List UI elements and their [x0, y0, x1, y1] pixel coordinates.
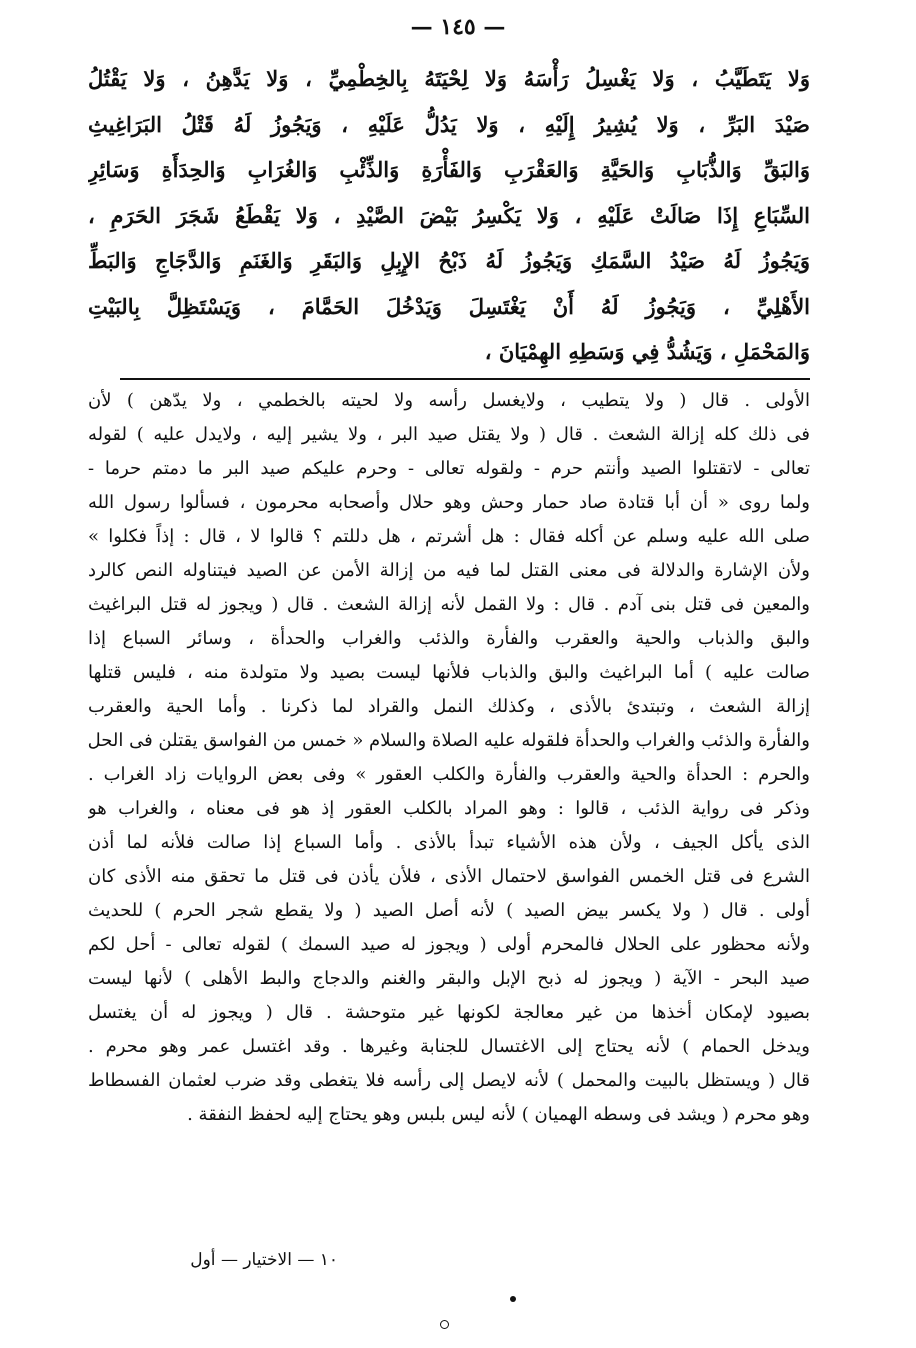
page-number: — ١٤٥ —: [410, 14, 506, 40]
section-divider-rule: [120, 378, 810, 380]
matn-line: وَالبَقِّ وَالذُّبَابِ وَالحَيَّةِ وَالعَقْرَبِ وَالفَأْرَةِ وَالذِّئْبِ وَالغُرَابِ وَالحِدَأَةِ وَسَائِرِ: [88, 157, 810, 182]
commentary-line: أولى . قال ( ولا يكسر بيض الصيد ) لأنه أصل الصيد ( ولا يقطع شجر الحرم ) للحديث: [88, 900, 810, 921]
commentary-line: صالت عليه ) أما البراغيث والبق والذباب فلأنها ليست بصيد ولا متولدة منه ، فليس قتلها: [88, 662, 810, 683]
commentary-line: فى ذلك كله إزالة الشعث . قال ( ولا يقتل صيد البر ، ولا يشير إليه ، ولايدل عليه ) لقوله: [88, 424, 810, 445]
commentary-text-block: [88, 384, 810, 1132]
commentary-line: تعالى - لاتقتلوا الصيد وأنتم حرم - ولقوله تعالى - وحرم عليكم صيد البر ما دمتم حرما -: [88, 458, 810, 479]
ink-dot-mark: [510, 1296, 516, 1302]
matn-line: السِّبَاعِ إِذَا صَالَتْ عَلَيْهِ ، وَلا يَكْسِرُ بَيْضَ الصَّيْدِ ، وَلا يَقْطَعُ شَجَرَ الحَرَمِ ،: [88, 202, 810, 228]
commentary-line: الشرع فى قتل الخمس الفواسق لاحتمال الأذى ، فلأن يأذن فى قتل ما تحقق منه الأذى كان: [88, 866, 810, 887]
commentary-line: إزالة الشعث ، وتبتدئ بالأذى ، وكذلك النمل والقراد لما ذكرنا . وأما الحية والعقرب: [88, 696, 810, 717]
commentary-line: والحرم : الحدأة والحية والعقرب والفأرة والكلب العقور » وفى بعض الروايات زاد الغراب .: [88, 764, 810, 785]
commentary-line: بصيود لإمكان أخذها من غير معالجة لكونها غير متوحشة . قال ( ويجوز له أن يغتسل: [88, 1002, 810, 1023]
commentary-line: وهو محرم ( ويشد فى وسطه الهميان ) لأنه ليس بلبس وهو يحتاج إليه لحفظ النفقة .: [187, 1104, 810, 1125]
commentary-line: صلى الله عليه وسلم عن أكله فقال : هل أشرتم ، هل دللتم ؟ قالوا لا ، قال : إذاً فكلوا »: [88, 526, 810, 547]
matn-line: وَلا يَتَطَيَّبُ ، وَلا يَغْسِلُ رَأْسَهُ وَلا لِحْيَتَهُ بِالخِطْمِيِّ ، وَلا يَدَّهِنُ ، وَلا يَقْتُلُ: [88, 66, 810, 91]
commentary-line: قال ( ويستظل بالبيت والمحمل ) لأنه لايصل إلى رأسه فلا يتغطى وقد ضرب لعثمان الفسطاط: [88, 1070, 810, 1091]
commentary-line: الأولى . قال ( ولا يتطيب ، ولايغسل رأسه ولا لحيته بالخطمي ، ولا يدّهن ) لأن: [88, 390, 810, 411]
matn-line: الأَهْلِيِّ ، وَيَجُوزُ لَهُ أَنْ يَغْتَسِلَ وَيَدْخُلَ الحَمَّامَ ، وَيَسْتَظِلَّ بِالبَيْتِ: [88, 293, 810, 319]
matn-text-block: [88, 56, 810, 375]
commentary-line: ولأنه محظور على الحلال فالمحرم أولى ( ويجوز له صيد السمك ) لقوله تعالى - أحل لكم: [88, 934, 810, 955]
commentary-line: ويدخل الحمام ) لأنه يحتاج إلى الاغتسال للجنابة وغيرها . وقد اغتسل عمر وهو محرم .: [88, 1036, 810, 1057]
commentary-line: الذى يأكل الجيف ، ولأن هذه الأشياء تبدأ بالأذى . وأما السباع إذا صالت فلأنه لما أذن: [88, 832, 810, 853]
commentary-line: والفأرة والذئب والغراب والحدأة فلقوله عليه الصلاة والسلام « خمس من الفواسق يقتلن فى الحل: [88, 730, 810, 751]
commentary-line: وذكر فى رواية الذئب ، قالوا : وهو المراد بالكلب العقور إذ هو فى معناه ، والغراب هو: [88, 798, 810, 819]
commentary-line: ولما روى « أن أبا قتادة صاد حمار وحش وهو حلال وأصحابه محرمون ، فسألوا رسول الله: [88, 492, 810, 513]
matn-line: وَالمَحْمَلِ ، وَيَشُدُّ فِي وَسَطِهِ الهِمْيَانَ ،: [484, 339, 810, 364]
commentary-line: والبق والذباب والحية والعقرب والفأرة والذئب والغراب والحدأة ، وسائر السباع إذا: [88, 628, 810, 649]
matn-line: وَيَجُوزُ لَهُ صَيْدُ السَّمَكِ وَيَجُوزُ لَهُ ذَبْحُ الإِبِلِ وَالبَقَرِ وَالغَنَمِ وَالدَّجَاجِ وَالبَطِّ: [88, 248, 810, 273]
printer-signature-mark: ١٠ — الاختيار — أول: [190, 1250, 338, 1270]
commentary-line: والمعين فى قتل بنى آدم . قال : ولا القمل لأنه إزالة الشعث . قال ( ويجوز له قتل البراغيث: [88, 594, 810, 615]
matn-line: صَيْدَ البَرِّ ، وَلا يُشِيرُ إِلَيْهِ ، وَلا يَدُلُّ عَلَيْهِ ، وَيَجُوزُ لَهُ قَتْلُ البَرَاغِيثِ: [88, 111, 810, 137]
commentary-line: ولأن الإشارة والدلالة فى معنى القتل لما فيه من إزالة الأمن عن الصيد فيتناوله النص كالرد: [88, 560, 810, 581]
commentary-line: صيد البحر - الآية ( ويجوز له ذبح الإبل والبقر والغنم والدجاج والبط الأهلى ) لأنها ليست: [88, 968, 810, 989]
ink-ring-mark: [440, 1320, 449, 1329]
